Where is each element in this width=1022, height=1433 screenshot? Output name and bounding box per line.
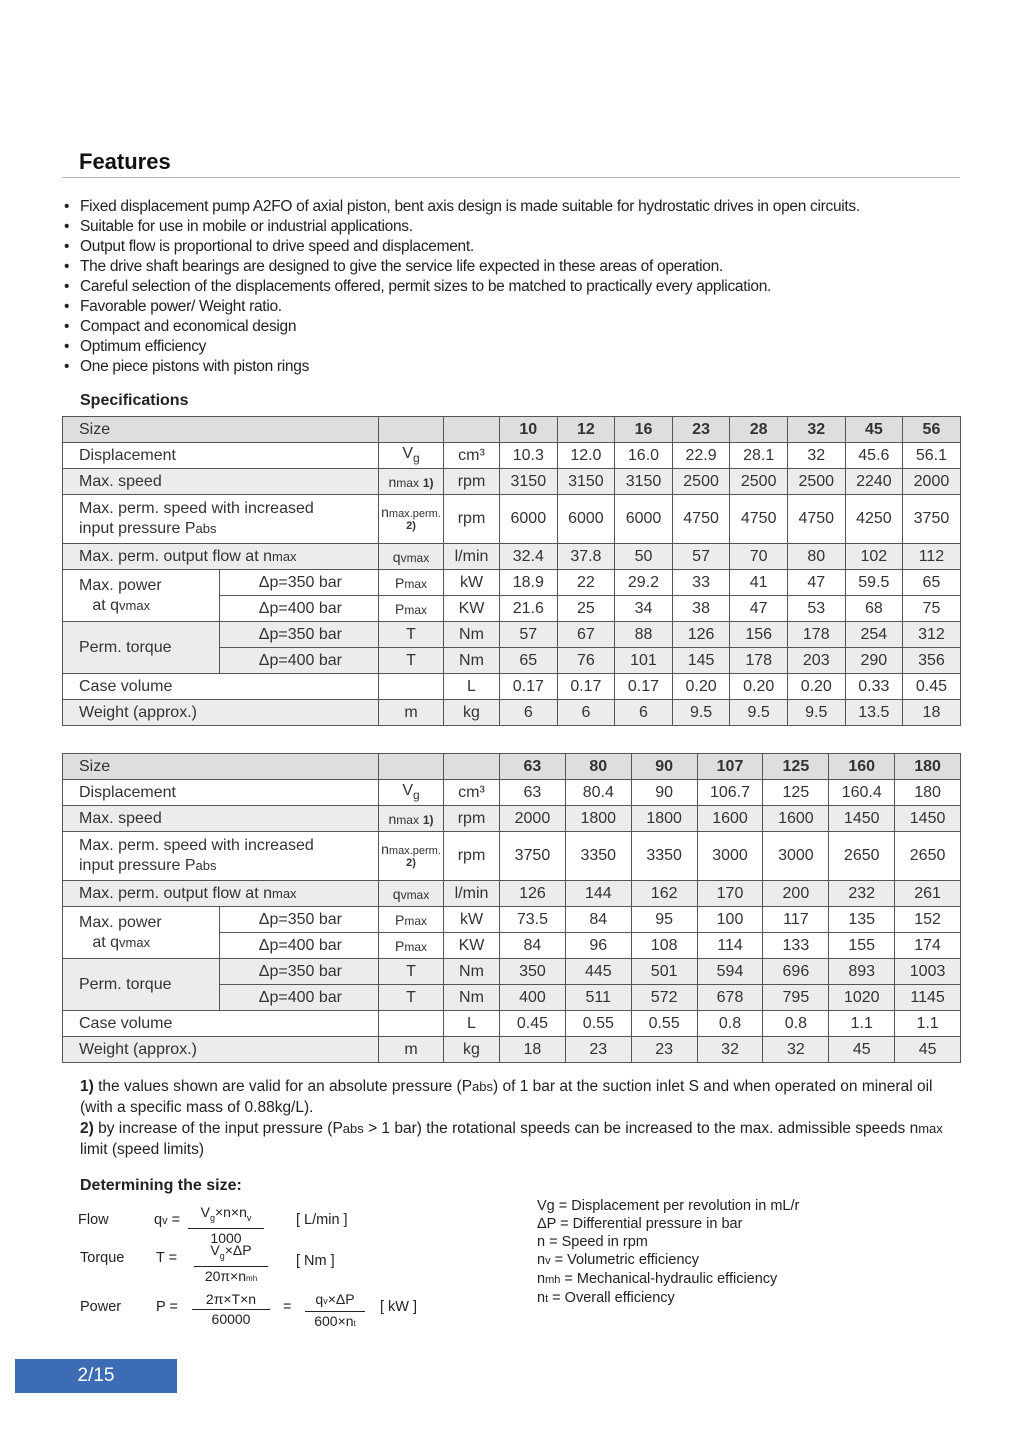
dp350-label: Δp=350 bar xyxy=(220,622,379,648)
max-power-label: Max. power at qvmax xyxy=(63,570,220,622)
value-cell: 1.1 xyxy=(895,1011,961,1037)
dp400-label: Δp=400 bar xyxy=(220,985,379,1011)
value-cell: 135 xyxy=(829,907,895,933)
dp350-label: Δp=350 bar xyxy=(220,907,379,933)
value-cell: 203 xyxy=(787,648,845,674)
value-cell: 76 xyxy=(557,648,615,674)
value-cell: 4250 xyxy=(845,495,903,544)
value-cell: 0.8 xyxy=(763,1011,829,1037)
value-cell: 45 xyxy=(895,1037,961,1063)
cm3-unit: cm³ xyxy=(444,443,500,469)
feature-item: • Suitable for use in mobile or industrial applications. xyxy=(62,217,962,237)
formula-legend xyxy=(537,1197,799,1308)
value-cell: 53 xyxy=(787,596,845,622)
empty-cell xyxy=(444,754,500,780)
value-cell: 1020 xyxy=(829,985,895,1011)
dp400-label: Δp=400 bar xyxy=(220,648,379,674)
size-cell: 63 xyxy=(500,754,566,780)
value-cell: 22.9 xyxy=(672,443,730,469)
value-cell: 101 xyxy=(615,648,673,674)
case-volume-label: Case volume xyxy=(63,674,379,700)
value-cell: 114 xyxy=(697,933,763,959)
perm-speed-label: Max. perm. speed with increased input pressure Pabs xyxy=(63,495,379,544)
lmin-unit: l/min xyxy=(444,881,500,907)
value-cell: 162 xyxy=(631,881,697,907)
value-cell: 180 xyxy=(895,780,961,806)
value-cell: 32 xyxy=(697,1037,763,1063)
value-cell: 2500 xyxy=(730,469,788,495)
value-cell: 1800 xyxy=(631,806,697,832)
value-cell: 18 xyxy=(903,700,961,726)
value-cell: 34 xyxy=(615,596,673,622)
value-cell: 45 xyxy=(829,1037,895,1063)
value-cell: 511 xyxy=(565,985,631,1011)
value-cell: 4750 xyxy=(672,495,730,544)
power-equals: = xyxy=(283,1299,292,1315)
feature-item: • Fixed displacement pump A2FO of axial piston, bent axis design is made suitable for hydrostatic drives in open circuits. xyxy=(62,197,962,217)
feature-item: • The drive shaft bearings are designed to give the service life expected in these areas of operation. xyxy=(62,257,962,277)
size-cell: 56 xyxy=(903,417,961,443)
torque-lhs: T = xyxy=(156,1250,178,1266)
value-cell: 2500 xyxy=(672,469,730,495)
empty-cell xyxy=(379,754,444,780)
value-cell: 126 xyxy=(672,622,730,648)
value-cell: 350 xyxy=(500,959,566,985)
rpm-unit: rpm xyxy=(444,832,500,881)
value-cell: 156 xyxy=(730,622,788,648)
nm-unit: Nm xyxy=(444,959,500,985)
size-label: Size xyxy=(63,417,379,443)
value-cell: 70 xyxy=(730,544,788,570)
nm-unit: Nm xyxy=(444,985,500,1011)
value-cell: 12.0 xyxy=(557,443,615,469)
footnotes xyxy=(80,1077,960,1161)
value-cell: 65 xyxy=(903,570,961,596)
value-cell: 178 xyxy=(787,622,845,648)
value-cell: 23 xyxy=(565,1037,631,1063)
title-divider xyxy=(62,177,960,178)
size-cell: 180 xyxy=(895,754,961,780)
t-symbol: T xyxy=(379,622,444,648)
value-cell: 32 xyxy=(763,1037,829,1063)
legend-item: nv = Volumetric efficiency xyxy=(537,1252,700,1268)
value-cell: 22 xyxy=(557,570,615,596)
value-cell: 6000 xyxy=(500,495,558,544)
empty-cell xyxy=(379,1011,444,1037)
perm-speed-label: Max. perm. speed with increased input pressure Pabs xyxy=(63,832,379,881)
value-cell: 57 xyxy=(672,544,730,570)
value-cell: 1003 xyxy=(895,959,961,985)
nmaxperm-symbol: nmax.perm. 2) xyxy=(379,832,444,881)
power-fraction-2: $\frac{qv\times\Delta P}{600\times nt}$ xyxy=(305,1290,365,1333)
value-cell: 356 xyxy=(903,648,961,674)
weight-label: Weight (approx.) xyxy=(63,1037,379,1063)
feature-item: • Compact and economical design xyxy=(62,317,962,337)
kg-unit: kg xyxy=(444,1037,500,1063)
value-cell: 80.4 xyxy=(565,780,631,806)
specifications-title: Specifications xyxy=(80,392,189,409)
value-cell: 0.55 xyxy=(631,1011,697,1037)
value-cell: 63 xyxy=(500,780,566,806)
l-unit: L xyxy=(444,674,500,700)
pmax-symbol: Pmax xyxy=(379,570,444,596)
value-cell: 32 xyxy=(787,443,845,469)
feature-item: • Favorable power/ Weight ratio. xyxy=(62,297,962,317)
size-cell: 160 xyxy=(829,754,895,780)
value-cell: 59.5 xyxy=(845,570,903,596)
value-cell: 2500 xyxy=(787,469,845,495)
features-title: Features xyxy=(79,149,171,174)
value-cell: 73.5 xyxy=(500,907,566,933)
torque-fraction: $V_g\times\Delta P$ 20π×nmh xyxy=(194,1241,268,1288)
value-cell: 0.55 xyxy=(565,1011,631,1037)
empty-cell xyxy=(444,417,500,443)
value-cell: 18 xyxy=(500,1037,566,1063)
max-speed-label: Max. speed xyxy=(63,806,379,832)
vg-symbol: $V_g$ xyxy=(379,780,444,806)
value-cell: 696 xyxy=(763,959,829,985)
value-cell: 9.5 xyxy=(787,700,845,726)
value-cell: 9.5 xyxy=(672,700,730,726)
rpm-unit: rpm xyxy=(444,806,500,832)
value-cell: 4750 xyxy=(787,495,845,544)
output-flow-label: Max. perm. output flow at nmax xyxy=(63,881,379,907)
perm-torque-label: Perm. torque xyxy=(63,959,220,1011)
size-cell: 125 xyxy=(763,754,829,780)
value-cell: 155 xyxy=(829,933,895,959)
value-cell: 13.5 xyxy=(845,700,903,726)
m-symbol: m xyxy=(379,700,444,726)
value-cell: 133 xyxy=(763,933,829,959)
kw-unit: kW xyxy=(444,570,500,596)
value-cell: 144 xyxy=(565,881,631,907)
value-cell: 102 xyxy=(845,544,903,570)
size-cell: 80 xyxy=(565,754,631,780)
dp400-label: Δp=400 bar xyxy=(220,596,379,622)
output-flow-label: Max. perm. output flow at nmax xyxy=(63,544,379,570)
value-cell: 50 xyxy=(615,544,673,570)
value-cell: 75 xyxy=(903,596,961,622)
value-cell: 106.7 xyxy=(697,780,763,806)
page-number: 2/15 xyxy=(15,1359,177,1393)
value-cell: 290 xyxy=(845,648,903,674)
value-cell: 3150 xyxy=(615,469,673,495)
perm-torque-label: Perm. torque xyxy=(63,622,220,674)
value-cell: 6000 xyxy=(557,495,615,544)
value-cell: 1600 xyxy=(763,806,829,832)
dp400-label: Δp=400 bar xyxy=(220,933,379,959)
value-cell: 572 xyxy=(631,985,697,1011)
lmin-unit: l/min xyxy=(444,544,500,570)
value-cell: 3350 xyxy=(631,832,697,881)
kw-unit: kW xyxy=(444,907,500,933)
flow-label: Flow xyxy=(78,1212,109,1228)
dp350-label: Δp=350 bar xyxy=(220,570,379,596)
value-cell: 1600 xyxy=(697,806,763,832)
value-cell: 84 xyxy=(565,907,631,933)
value-cell: 174 xyxy=(895,933,961,959)
value-cell: 678 xyxy=(697,985,763,1011)
nmax-symbol: nmax 1) xyxy=(379,469,444,495)
value-cell: 2650 xyxy=(895,832,961,881)
value-cell: 28.1 xyxy=(730,443,788,469)
value-cell: 38 xyxy=(672,596,730,622)
nm-unit: Nm xyxy=(444,622,500,648)
value-cell: 261 xyxy=(895,881,961,907)
value-cell: 57 xyxy=(500,622,558,648)
displacement-label: Displacement xyxy=(63,780,379,806)
value-cell: 3750 xyxy=(903,495,961,544)
value-cell: 3750 xyxy=(500,832,566,881)
value-cell: 67 xyxy=(557,622,615,648)
value-cell: 45.6 xyxy=(845,443,903,469)
flow-unit: [ L/min ] xyxy=(296,1212,348,1228)
value-cell: 0.20 xyxy=(730,674,788,700)
size-cell: 16 xyxy=(615,417,673,443)
value-cell: 3150 xyxy=(557,469,615,495)
value-cell: 501 xyxy=(631,959,697,985)
size-cell: 28 xyxy=(730,417,788,443)
value-cell: 25 xyxy=(557,596,615,622)
footnote-1: 1) the values shown are valid for an absolute pressure (Pabs) of 1 bar at the suction inlet S and when operated on mineral oil (with a specific mass of 0.88kg/L). xyxy=(80,1078,933,1116)
value-cell: 108 xyxy=(631,933,697,959)
value-cell: 2240 xyxy=(845,469,903,495)
value-cell: 125 xyxy=(763,780,829,806)
value-cell: 445 xyxy=(565,959,631,985)
value-cell: 95 xyxy=(631,907,697,933)
value-cell: 0.20 xyxy=(787,674,845,700)
value-cell: 65 xyxy=(500,648,558,674)
value-cell: 0.20 xyxy=(672,674,730,700)
m-symbol: m xyxy=(379,1037,444,1063)
flow-fraction: $\frac{V_g\times n\times n_v}{1000}$ xyxy=(188,1203,264,1247)
qvmax-symbol: qvmax xyxy=(379,881,444,907)
pmax-symbol: Pmax xyxy=(379,933,444,959)
size-cell: 45 xyxy=(845,417,903,443)
torque-unit: [ Nm ] xyxy=(296,1253,335,1269)
legend-item: nt = Overall efficiency xyxy=(537,1290,675,1306)
empty-cell xyxy=(379,674,444,700)
value-cell: 6000 xyxy=(615,495,673,544)
value-cell: 152 xyxy=(895,907,961,933)
vg-symbol: $V_g$ xyxy=(379,443,444,469)
value-cell: 3150 xyxy=(500,469,558,495)
value-cell: 1.1 xyxy=(829,1011,895,1037)
size-cell: 12 xyxy=(557,417,615,443)
value-cell: 90 xyxy=(631,780,697,806)
rpm-unit: rpm xyxy=(444,495,500,544)
nm-unit: Nm xyxy=(444,648,500,674)
value-cell: 100 xyxy=(697,907,763,933)
value-cell: 200 xyxy=(763,881,829,907)
size-cell: 107 xyxy=(697,754,763,780)
weight-label: Weight (approx.) xyxy=(63,700,379,726)
cm3-unit: cm³ xyxy=(444,780,500,806)
value-cell: 10.3 xyxy=(500,443,558,469)
nmaxperm-symbol: nmax.perm. 2) xyxy=(379,495,444,544)
size-cell: 90 xyxy=(631,754,697,780)
value-cell: 145 xyxy=(672,648,730,674)
value-cell: 47 xyxy=(730,596,788,622)
flow-lhs: qv = xyxy=(154,1212,181,1228)
value-cell: 1145 xyxy=(895,985,961,1011)
value-cell: 4750 xyxy=(730,495,788,544)
size-cell: 10 xyxy=(500,417,558,443)
value-cell: 0.33 xyxy=(845,674,903,700)
nmax-symbol: nmax 1) xyxy=(379,806,444,832)
value-cell: 2000 xyxy=(903,469,961,495)
t-symbol: T xyxy=(379,985,444,1011)
feature-item: • Careful selection of the displacements offered, permit sizes to be matched to practically every application. xyxy=(62,277,962,297)
value-cell: 400 xyxy=(500,985,566,1011)
value-cell: 96 xyxy=(565,933,631,959)
value-cell: 6 xyxy=(500,700,558,726)
value-cell: 160.4 xyxy=(829,780,895,806)
empty-cell xyxy=(379,417,444,443)
value-cell: 37.8 xyxy=(557,544,615,570)
value-cell: 23 xyxy=(631,1037,697,1063)
value-cell: 1800 xyxy=(565,806,631,832)
value-cell: 80 xyxy=(787,544,845,570)
pmax-symbol: Pmax xyxy=(379,907,444,933)
feature-item: • Output flow is proportional to drive speed and displacement. xyxy=(62,237,962,257)
feature-item: • Optimum efficiency xyxy=(62,337,962,357)
size-label: Size xyxy=(63,754,379,780)
value-cell: 68 xyxy=(845,596,903,622)
value-cell: 1450 xyxy=(829,806,895,832)
power-lhs: P = xyxy=(156,1299,178,1315)
value-cell: 117 xyxy=(763,907,829,933)
l-unit: L xyxy=(444,1011,500,1037)
value-cell: 126 xyxy=(500,881,566,907)
legend-item: Vg = Displacement per revolution in mL/r xyxy=(537,1198,800,1214)
value-cell: 312 xyxy=(903,622,961,648)
legend-item: nmh = Mechanical-hydraulic efficiency xyxy=(537,1271,778,1287)
value-cell: 232 xyxy=(829,881,895,907)
size-cell: 32 xyxy=(787,417,845,443)
spec-table-2 xyxy=(62,753,961,1063)
power-unit: [ kW ] xyxy=(380,1299,418,1315)
qvmax-symbol: qvmax xyxy=(379,544,444,570)
max-power-label: Max. power at qvmax xyxy=(63,907,220,959)
value-cell: 21.6 xyxy=(500,596,558,622)
max-speed-label: Max. speed xyxy=(63,469,379,495)
sizing-title: Determining the size: xyxy=(80,1177,242,1194)
spec-table-1 xyxy=(62,416,961,726)
value-cell: 0.45 xyxy=(500,1011,566,1037)
kw-unit: KW xyxy=(444,596,500,622)
value-cell: 112 xyxy=(903,544,961,570)
value-cell: 0.17 xyxy=(500,674,558,700)
case-volume-label: Case volume xyxy=(63,1011,379,1037)
value-cell: 47 xyxy=(787,570,845,596)
value-cell: 18.9 xyxy=(500,570,558,596)
value-cell: 0.17 xyxy=(615,674,673,700)
footnote-2: 2) by increase of the input pressure (Pabs > 1 bar) the rotational speeds can be increased to the max. admissible speeds nmax limit (speed limits) xyxy=(80,1120,943,1158)
value-cell: 6 xyxy=(615,700,673,726)
value-cell: 3000 xyxy=(697,832,763,881)
value-cell: 88 xyxy=(615,622,673,648)
kw-unit: KW xyxy=(444,933,500,959)
t-symbol: T xyxy=(379,648,444,674)
value-cell: 0.45 xyxy=(903,674,961,700)
legend-item: ΔP = Differential pressure in bar xyxy=(537,1216,743,1232)
value-cell: 6 xyxy=(557,700,615,726)
value-cell: 3000 xyxy=(763,832,829,881)
value-cell: 84 xyxy=(500,933,566,959)
value-cell: 2000 xyxy=(500,806,566,832)
value-cell: 3350 xyxy=(565,832,631,881)
power-label: Power xyxy=(80,1299,122,1315)
value-cell: 33 xyxy=(672,570,730,596)
rpm-unit: rpm xyxy=(444,469,500,495)
value-cell: 2650 xyxy=(829,832,895,881)
displacement-label: Displacement xyxy=(63,443,379,469)
feature-item: • One piece pistons with piston rings xyxy=(62,357,962,377)
value-cell: 56.1 xyxy=(903,443,961,469)
torque-label: Torque xyxy=(80,1250,125,1266)
value-cell: 170 xyxy=(697,881,763,907)
value-cell: 178 xyxy=(730,648,788,674)
value-cell: 254 xyxy=(845,622,903,648)
value-cell: 29.2 xyxy=(615,570,673,596)
pmax-symbol: Pmax xyxy=(379,596,444,622)
size-cell: 23 xyxy=(672,417,730,443)
value-cell: 893 xyxy=(829,959,895,985)
value-cell: 16.0 xyxy=(615,443,673,469)
value-cell: 594 xyxy=(697,959,763,985)
feature-list xyxy=(62,197,962,377)
t-symbol: T xyxy=(379,959,444,985)
power-fraction-1: $\frac{2\pi\times T\times n}{60000}$ xyxy=(192,1290,270,1328)
value-cell: 41 xyxy=(730,570,788,596)
value-cell: 0.8 xyxy=(697,1011,763,1037)
value-cell: 1450 xyxy=(895,806,961,832)
legend-item: n = Speed in rpm xyxy=(537,1234,648,1250)
value-cell: 0.17 xyxy=(557,674,615,700)
value-cell: 795 xyxy=(763,985,829,1011)
dp350-label: Δp=350 bar xyxy=(220,959,379,985)
value-cell: 9.5 xyxy=(730,700,788,726)
value-cell: 32.4 xyxy=(500,544,558,570)
kg-unit: kg xyxy=(444,700,500,726)
